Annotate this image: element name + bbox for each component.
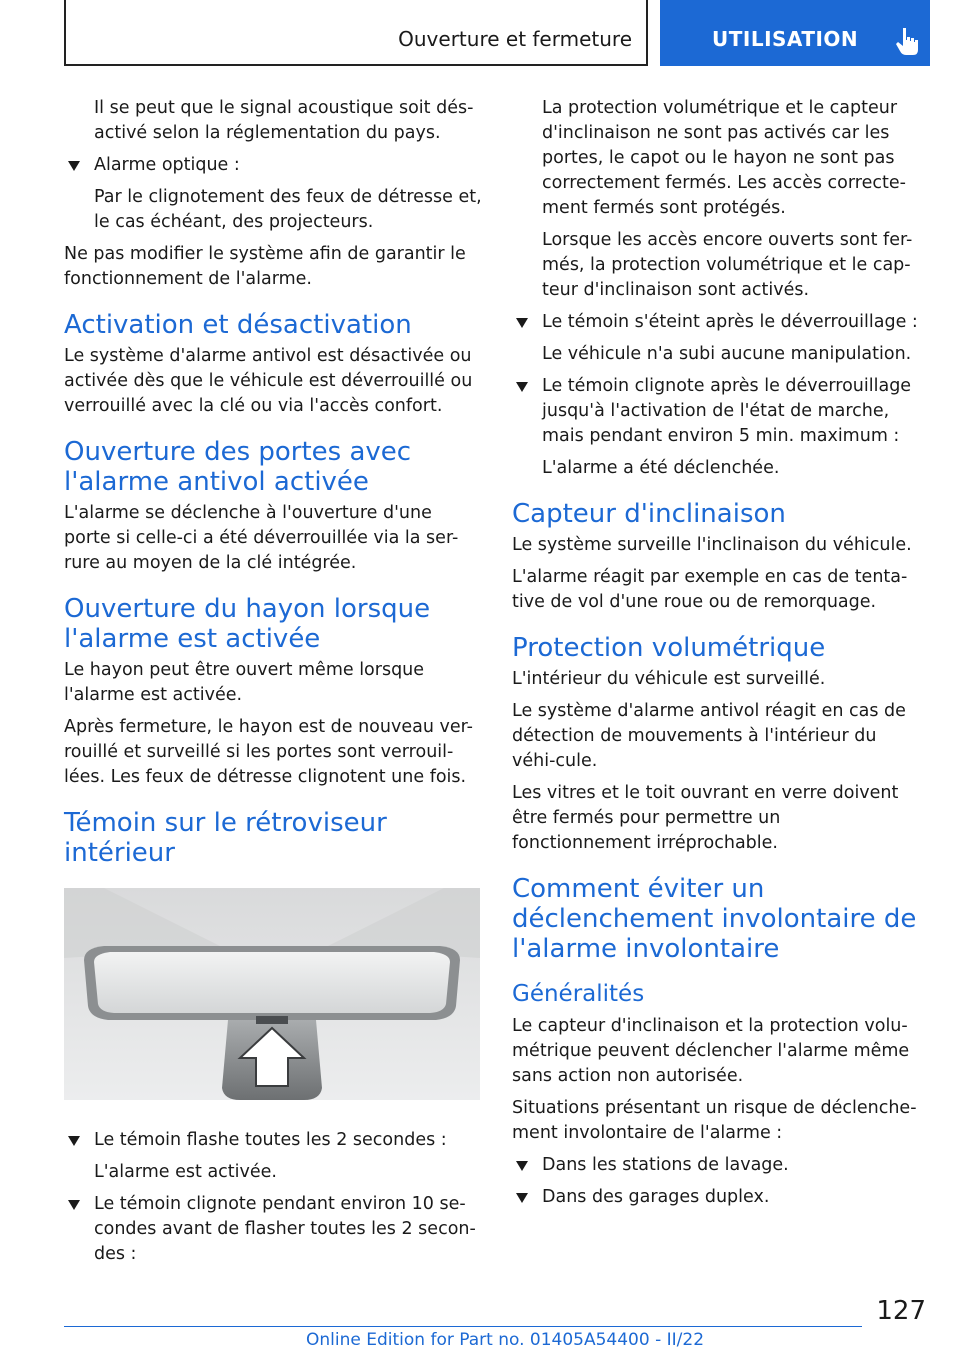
section-tab[interactable]: [660, 0, 930, 66]
heading-protection: Protection volumétrique: [512, 633, 826, 663]
paragraph: Lorsque les accès encore ouverts sont fer-més, la protection volumétrique et le cap-teur d'inclinaison sont activés.: [542, 230, 913, 300]
footer-divider: [64, 1326, 862, 1327]
heading-portes: Ouverture des portes avec l'alarme antivol activée: [64, 437, 412, 497]
bullet-triangle-icon: [516, 318, 528, 328]
bullet-triangle-icon: [68, 1136, 80, 1146]
paragraph: Le véhicule n'a subi aucune manipulation.: [542, 344, 912, 364]
list-item-text: Alarme optique :: [94, 155, 240, 175]
paragraph: L'intérieur du véhicule est surveillé.: [512, 669, 826, 689]
paragraph: L'alarme réagit par exemple en cas de tenta-tive de vol d'une roue ou de remorquage.: [512, 567, 908, 612]
left-column: [64, 96, 482, 1274]
heading-activation: Activation et désactivation: [64, 310, 412, 340]
paragraph: Ne pas modifier le système afin de garantir le fonctionnement de l'alarme.: [64, 244, 466, 289]
heading-capteur: Capteur d'inclinaison: [512, 499, 786, 529]
list-item-text: Dans des garages duplex.: [542, 1187, 770, 1207]
paragraph: Il se peut que le signal acoustique soit dés-activé selon la réglementation du pays.: [94, 98, 474, 143]
right-column: [512, 96, 924, 1217]
list-item-text: Le témoin clignote après le déverrouillage jusqu'à l'activation de l'état de marche, mais pendant environ 5 min. maximum :: [542, 376, 912, 446]
list-item-text: Le témoin flashe toutes les 2 secondes :: [94, 1130, 447, 1150]
page-number: 127: [876, 1296, 926, 1326]
list-item-text: Le témoin s'éteint après le déverrouillage :: [542, 312, 918, 332]
paragraph: Après fermeture, le hayon est de nouveau ver-rouillé et surveillé si les portes sont verrouil-lées. Les feux de détresse clignotent une fois.: [64, 717, 473, 787]
paragraph: Le système surveille l'inclinaison du véhicule.: [512, 535, 912, 555]
paragraph: Les vitres et le toit ouvrant en verre doivent être fermés pour permettre un fonctionnement irréprochable.: [512, 783, 899, 853]
bullet-triangle-icon: [68, 1200, 80, 1210]
paragraph: Le système d'alarme antivol réagit en cas de détection de mouvements à l'intérieur du véhi-cule.: [512, 701, 906, 771]
chapter-title: Ouverture et fermeture: [398, 27, 632, 51]
pointing-hand-icon: [894, 26, 920, 56]
bullet-triangle-icon: [516, 382, 528, 392]
list-item: [64, 1192, 482, 1267]
heading-temoin: Témoin sur le rétroviseur intérieur: [64, 808, 387, 868]
heading-hayon: Ouverture du hayon lorsque l'alarme est activée: [64, 594, 431, 654]
mirror-image: [64, 888, 480, 1100]
list-item: [512, 1153, 924, 1178]
section-label: UTILISATION: [712, 27, 859, 51]
bullet-triangle-icon: [516, 1161, 528, 1171]
paragraph: Situations présentant un risque de déclenche-ment involontaire de l'alarme :: [512, 1098, 917, 1143]
edition-footer: Online Edition for Part no. 01405A54400 - II/22: [306, 1330, 705, 1350]
heading-eviter: Comment éviter un déclenchement involontaire de l'alarme involontaire: [512, 874, 917, 964]
paragraph: L'alarme est activée.: [94, 1162, 277, 1182]
paragraph: La protection volumétrique et le capteur d'inclinaison ne sont pas activés car les portes, le capot ou le hayon ne sont pas correctement fermés. Les accès correcte-ment fermés sont protégés.: [542, 98, 906, 218]
list-item: [512, 1185, 924, 1210]
paragraph: Le hayon peut être ouvert même lorsque l'alarme est activée.: [64, 660, 425, 705]
list-item: [64, 153, 482, 178]
paragraph: Le capteur d'inclinaison et la protection volu-métrique peuvent déclencher l'alarme même sans action non autorisée.: [512, 1016, 910, 1086]
paragraph: Le système d'alarme antivol est désactivée ou activée dès que le véhicule est déverrouillé ou verrouillé avec la clé ou via l'accès confort.: [64, 346, 473, 416]
paragraph: Par le clignotement des feux de détresse et, le cas échéant, des projecteurs.: [94, 187, 482, 232]
list-item: [64, 1128, 482, 1153]
list-item-text: Le témoin clignote pendant environ 10 se-condes avant de flasher toutes les 2 secon-des :: [94, 1194, 476, 1264]
heading-generalites: Généralités: [512, 981, 645, 1007]
bullet-triangle-icon: [516, 1193, 528, 1203]
list-item: [512, 310, 924, 335]
list-item-text: Dans les stations de lavage.: [542, 1155, 789, 1175]
rearview-mirror-illustration: [64, 888, 480, 1100]
bullet-triangle-icon: [68, 161, 80, 171]
list-item: [512, 374, 924, 449]
paragraph: L'alarme se déclenche à l'ouverture d'une porte si celle-ci a été déverrouillée via la ser-rure au moyen de la clé intégrée.: [64, 503, 459, 573]
chapter-header: [64, 0, 648, 66]
paragraph: L'alarme a été déclenchée.: [542, 458, 780, 478]
